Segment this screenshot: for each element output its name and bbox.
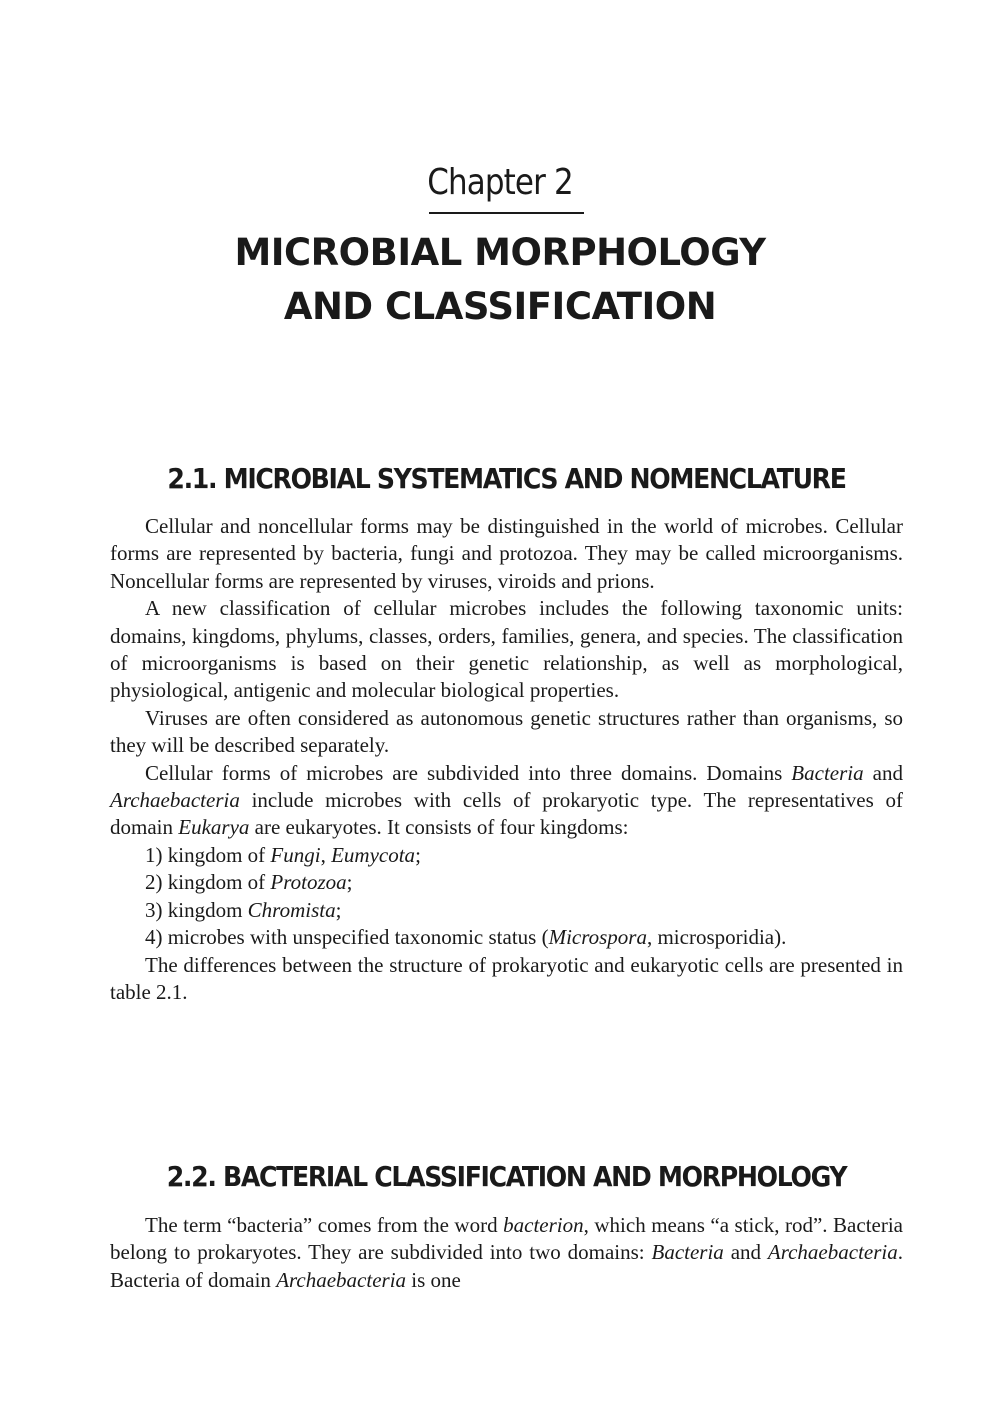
paragraph: A new classification of cellular microbes includes the following taxonomic units: domains, kingdoms, phylums, classes, orders, families, genera, and species. The classification of microorganisms is based on their genetic relationship, as well as morphological, physiological, antigenic and molecular biological properties.	[110, 596, 903, 703]
section-2-2-body	[110, 1212, 903, 1294]
paragraph: The differences between the structure of prokaryotic and eukaryotic cells are presented in table 2.1.	[110, 952, 903, 1004]
section-heading-2-2: 2.2. BACTERIAL CLASSIFICATION AND MORPHOLOGY	[166, 1160, 847, 1193]
chapter-title-line-2: AND CLASSIFICATION	[283, 285, 717, 328]
chapter-label: Chapter 2	[427, 162, 573, 203]
paragraph: The term “bacteria” comes from the word bacterion, which means “a stick, rod”. Bacteria belong to prokaryotes. They are subdivided into two domains: Bacteria and Archaebacteria. Bacteria of domain Archaebacteria is one	[110, 1213, 903, 1292]
list-item: 1) kingdom of Fungi, Eumycota;	[145, 842, 421, 867]
section-heading-2-1: 2.1. MICROBIAL SYSTEMATICS AND NOMENCLATURE	[167, 462, 846, 495]
list-item: 4) microbes with unspecified taxonomic status (Microspora, microsporidia).	[145, 925, 787, 950]
paragraph-domains: Cellular forms of microbes are subdivided into three domains. Domains Bacteria and Archaebacteria include microbes with cells of prokaryotic type. The representatives of domain Eukarya are eukaryotes. It consists of four kingdoms:	[110, 760, 903, 840]
list-item: 3) kingdom Chromista;	[145, 897, 342, 922]
section-2-1-body	[110, 513, 903, 1006]
chapter-underline	[429, 212, 584, 214]
chapter-title	[0, 226, 1000, 334]
list-item: 2) kingdom of Protozoa;	[145, 870, 353, 895]
chapter-title-line-1: MICROBIAL MORPHOLOGY	[234, 231, 766, 274]
paragraph: Viruses are often considered as autonomous genetic structures rather than organisms, so they will be described separately.	[110, 705, 903, 758]
paragraph: Cellular and noncellular forms may be distinguished in the world of microbes. Cellular forms are represented by bacteria, fungi and protozoa. They may be called microorganisms. Noncellular forms are represented by viruses, viroids and prions.	[110, 514, 903, 593]
